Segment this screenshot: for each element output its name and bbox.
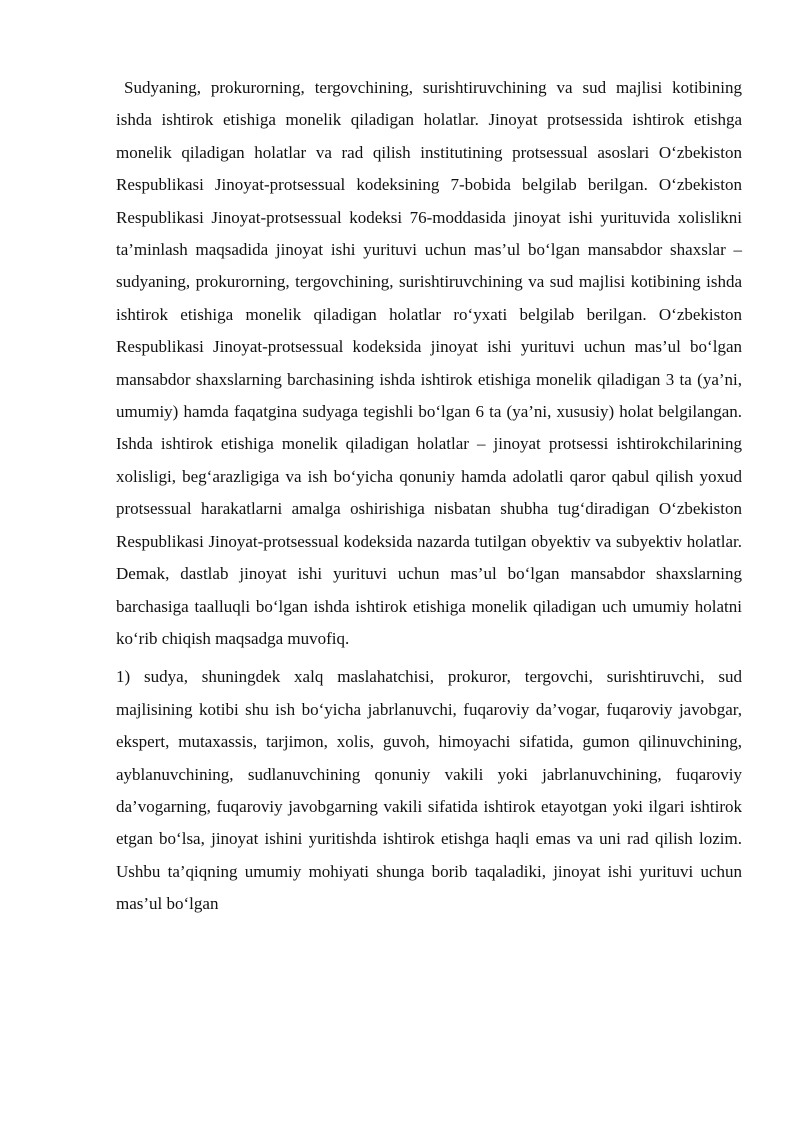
document-body	[116, 72, 742, 921]
paragraph-intro: Sudyaning, prokurorning, tergovchining, surishtiruvchining va sud majlisi kotibining ishda ishtirok etishiga monelik qiladigan holatlar. Jinoyat protsessida ishtirok etishga monelik qiladigan holatlar va rad qilish institutining protsessual asoslari O‘zbekiston Respublikasi Jinoyat-protsessual kodeksining 7-bobida belgilab berilgan. O‘zbekiston Respublikasi Jinoyat-protsessual kodeksi 76-moddasida jinoyat ishi yurituvida xolislikni ta’minlash maqsadida jinoyat ishi yurituvi uchun mas’ul bo‘lgan mansabdor shaxslar – sudyaning, prokurorning, tergovchining, surishtiruvchining va sud majlisi kotibining ishda ishtirok etishiga monelik qiladigan holatlar ro‘yxati belgilab berilgan. O‘zbekiston Respublikasi Jinoyat-protsessual kodeksida jinoyat ishi yurituvi uchun mas’ul bo‘lgan mansabdor shaxslarning barchasining ishda ishtirok etishiga monelik qiladigan 3 ta (ya’ni, umumiy) hamda faqatgina sudyaga tegishli bo‘lgan 6 ta (ya’ni, xususiy) holat belgilangan. Ishda ishtirok etishiga monelik qiladigan holatlar – jinoyat protsessi ishtirokchilarining xolisligi, beg‘arazligiga va ish bo‘yicha qonuniy hamda adolatli qaror qabul qilish yoxud protsessual harakatlarni amalga oshirishiga nisbatan shubha tug‘diradigan O‘zbekiston Respublikasi Jinoyat-protsessual kodeksida nazarda tutilgan obyektiv va subyektiv holatlar. Demak, dastlab jinoyat ishi yurituvi uchun mas’ul bo‘lgan mansabdor shaxslarning barchasiga taalluqli bo‘lgan ishda ishtirok etishiga monelik qiladigan uch umumiy holatni ko‘rib chiqish maqsadga muvofiq.	[116, 78, 742, 648]
paragraph-list-item-1: 1) sudya, shuningdek xalq maslahatchisi, prokuror, tergovchi, surishtiruvchi, sud majlisining kotibi shu ish bo‘yicha jabrlanuvchi, fuqaroviy da’vogar, fuqaroviy javobgar, ekspert, mutaxassis, tarjimon, xolis, guvoh, himoyachi sifatida, gumon qilinuvchining, ayblanuvchining, sudlanuvchining qonuniy vakili yoki jabrlanuvchining, fuqaroviy da’vogarning, fuqaroviy javobgarning vakili sifatida ishtirok etayotgan yoki ilgari ishtirok etgan bo‘lsa, jinoyat ishini yuritishda ishtirok etishga haqli emas va uni rad qilish lozim. Ushbu ta’qiqning umumiy mohiyati shunga borib taqaladiki, jinoyat ishi yurituvi uchun mas’ul bo‘lgan	[116, 667, 742, 914]
